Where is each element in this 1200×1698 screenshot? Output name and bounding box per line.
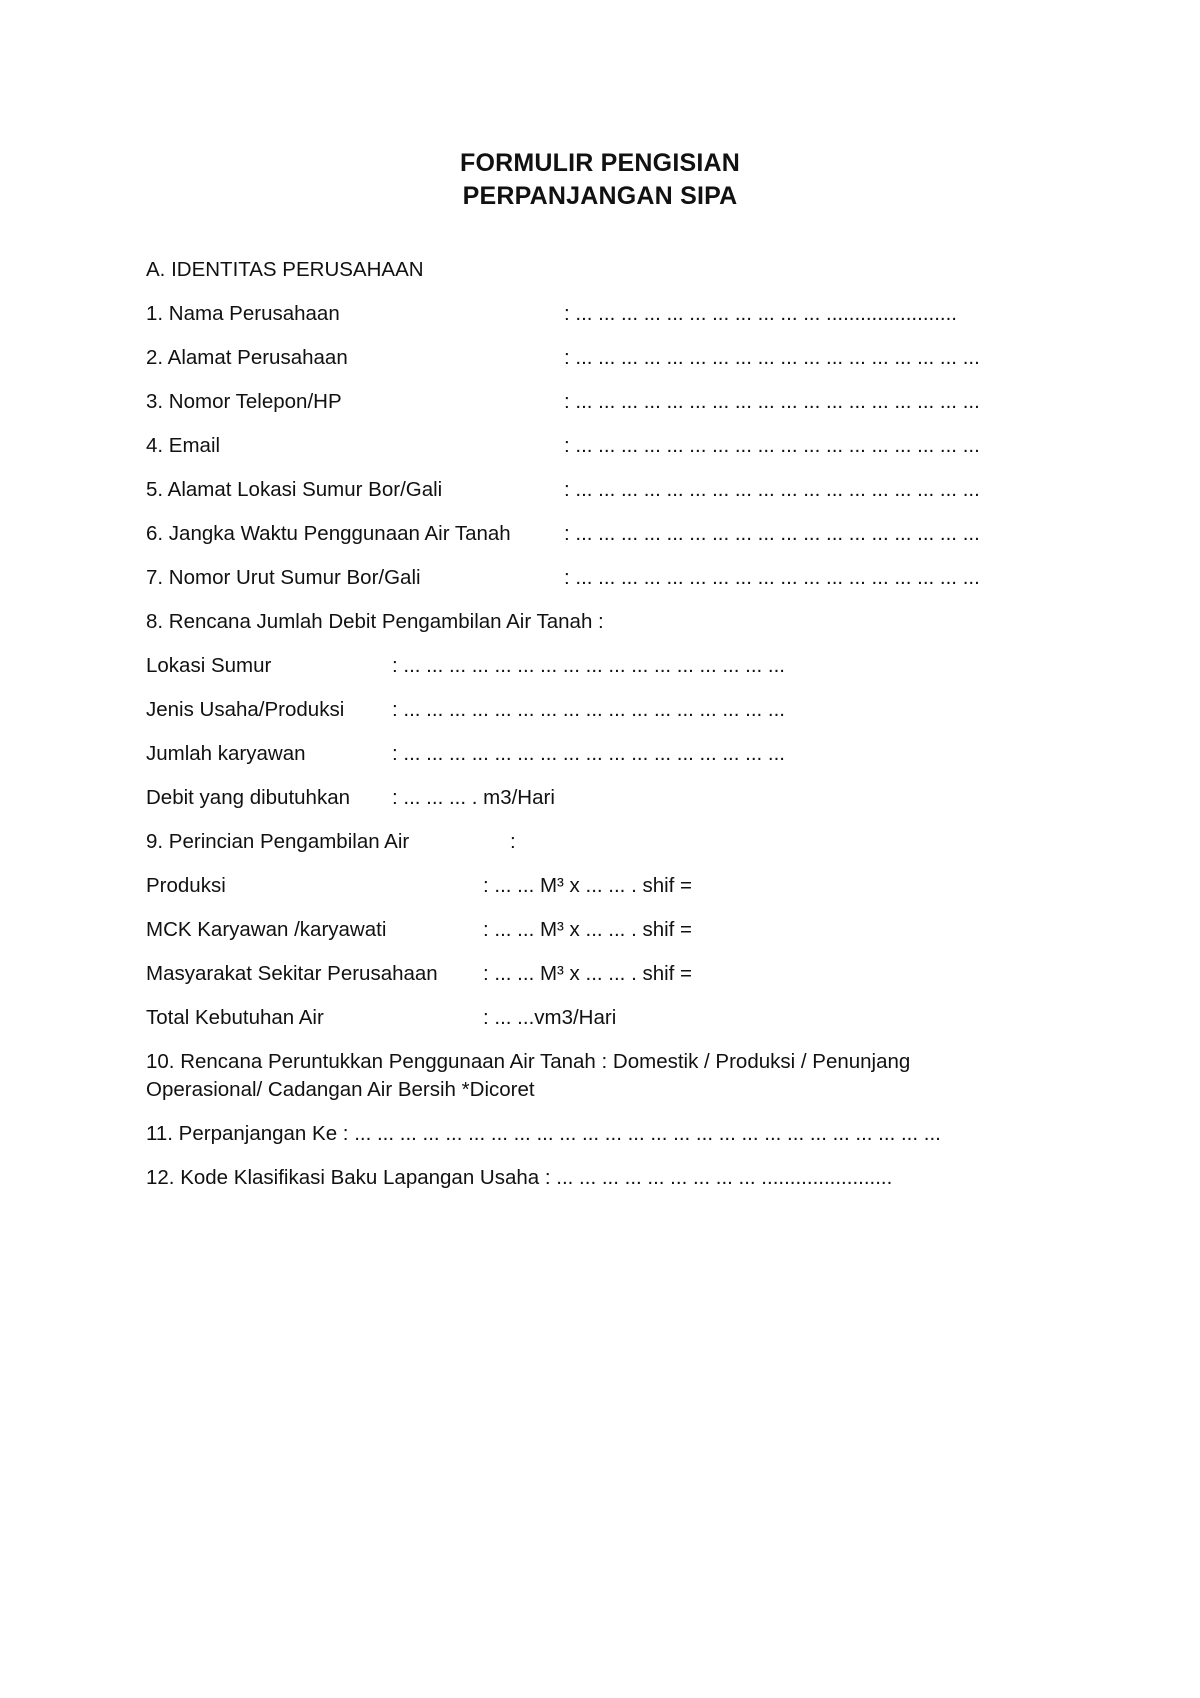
field-value: : ... ... ... ... ... ... ... ... ... ... ... ... ... ... ... ... ... — [392, 654, 785, 677]
field-value: : ... ... ... ... ... ... ... ... ... ... ... ....................... — [564, 302, 957, 325]
field-value: : ... ... ... ... ... ... ... ... ... ... ... ... ... ... ... ... ... ... — [564, 390, 980, 413]
field-value: : ... ... ... ... ... ... ... ... ... ... ... ... ... ... ... ... ... ... — [564, 434, 980, 457]
field-label: Jenis Usaha/Produksi — [146, 698, 345, 721]
field-label: MCK Karyawan /karyawati — [146, 918, 387, 941]
field-label: Jumlah karyawan — [146, 742, 306, 765]
field-value: : ... ... M³ x ... ... . shif = — [483, 918, 693, 941]
field-label: 4. Email — [146, 434, 221, 457]
form-title-line-2: PERPANJANGAN SIPA — [462, 182, 738, 210]
item-8-heading: 8. Rencana Jumlah Debit Pengambilan Air Tanah : — [146, 610, 604, 633]
field-label: Total Kebutuhan Air — [146, 1006, 324, 1029]
item-9-heading-colon: : — [510, 830, 516, 853]
field-label: Lokasi Sumur — [146, 654, 272, 677]
form-title-line-1: FORMULIR PENGISIAN — [460, 149, 740, 177]
field-value: : ... ... ... ... ... ... ... ... ... ... ... ... ... ... ... ... ... ... — [564, 566, 980, 589]
field-value: : ... ... ... ... ... ... ... ... ... ... ... ... ... ... ... ... ... — [392, 742, 785, 765]
field-label: 5. Alamat Lokasi Sumur Bor/Gali — [146, 478, 443, 501]
field-label: Produksi — [146, 874, 226, 897]
field-value: : ... ... ... ... ... ... ... ... ... ... ... ... ... ... ... ... ... — [392, 698, 785, 721]
field-label: 2. Alamat Perusahaan — [146, 346, 348, 369]
field-label: 3. Nomor Telepon/HP — [146, 390, 342, 413]
field-value: : ... ... ... ... ... ... ... ... ... ... ... ... ... ... ... ... ... ... — [564, 346, 980, 369]
field-label: 1. Nama Perusahaan — [146, 302, 340, 325]
field-value: : ... ... ... . m3/Hari — [392, 786, 555, 809]
field-value: : ... ... ... ... ... ... ... ... ... ... ... ... ... ... ... ... ... ... — [564, 478, 980, 501]
field-label: Masyarakat Sekitar Perusahaan — [146, 962, 438, 985]
field-value: : ... ... M³ x ... ... . shif = — [483, 874, 693, 897]
item-11-text: 11. Perpanjangan Ke : ... ... ... ... ... ... ... ... ... ... ... ... ... ... ... ... ... ... ... ... ... ... ... ... ... ... — [146, 1122, 941, 1145]
field-label: Debit yang dibutuhkan — [146, 786, 351, 809]
field-value: : ... ... M³ x ... ... . shif = — [483, 962, 693, 985]
field-label: 6. Jangka Waktu Penggunaan Air Tanah — [146, 522, 511, 545]
item-12-text: 12. Kode Klasifikasi Baku Lapangan Usaha : ... ... ... ... ... ... ... ... ... ....................... — [146, 1166, 893, 1189]
field-value: : ... ...vm3/Hari — [483, 1006, 617, 1029]
item-9-heading: 9. Perincian Pengambilan Air — [146, 830, 410, 853]
field-label: 7. Nomor Urut Sumur Bor/Gali — [146, 566, 421, 589]
section-a-heading: A. IDENTITAS PERUSAHAAN — [146, 258, 424, 281]
item-10-text: 10. Rencana Peruntukkan Penggunaan Air Tanah : Domestik / Produksi / Penunjang Operasional/ Cadangan Air Bersih *Dicoret — [146, 1050, 911, 1101]
field-value: : ... ... ... ... ... ... ... ... ... ... ... ... ... ... ... ... ... ... — [564, 522, 980, 545]
